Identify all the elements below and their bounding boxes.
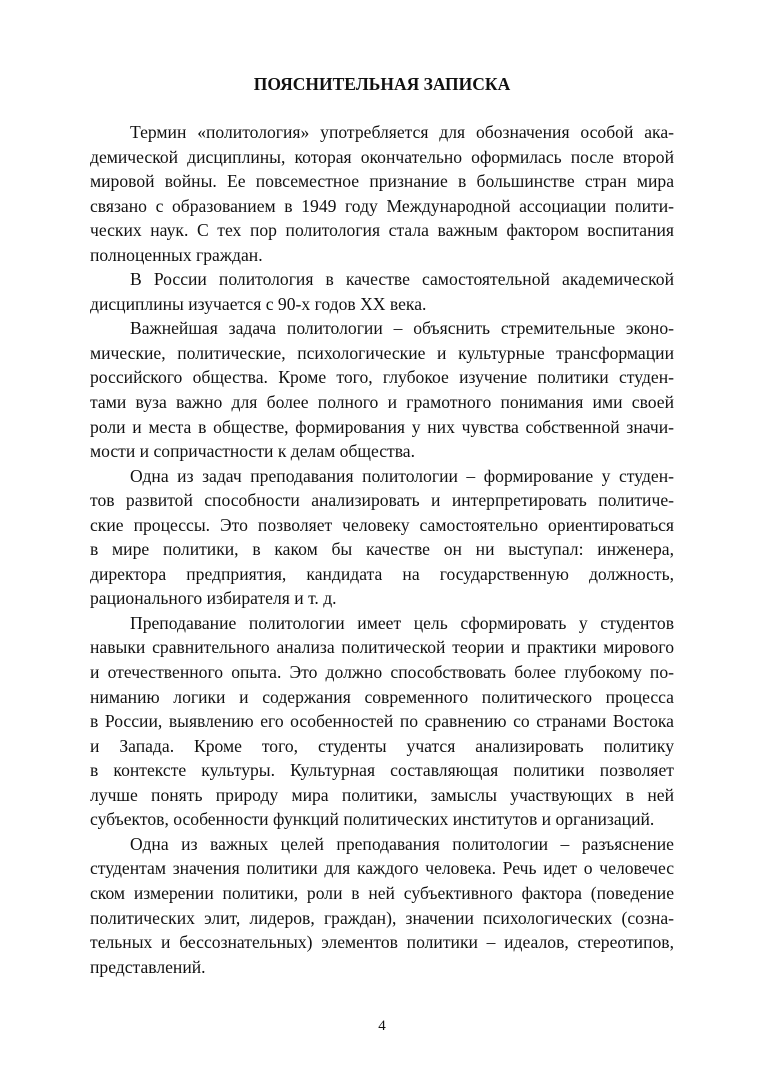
text-line: тельных и бессознательных) элементов политики – идеалов, стереотипов, <box>90 932 674 953</box>
paragraph <box>90 120 674 267</box>
page-number: 4 <box>378 1018 386 1034</box>
text-line: субъектов, особенности функций политических институтов и организаций. <box>90 809 655 830</box>
text-line: ческих наук. С тех пор политология стала важным фактором воспитания <box>90 220 674 241</box>
text-line: представлений. <box>90 956 206 977</box>
text-line: навыки сравнительного анализа политической теории и практики мирового <box>90 637 674 658</box>
text-line: в контексте культуры. Культурная составляющая политики позволяет <box>90 760 674 781</box>
text-line: российского общества. Кроме того, глубокое изучение политики студен- <box>90 367 674 388</box>
text-line: связано с образованием в 1949 году Международной ассоциации полити- <box>90 195 674 216</box>
text-line: и отечественного опыта. Это должно способствовать более глубокому по- <box>90 662 674 683</box>
text-line: тами вуза важно для более полного и грамотного понимания ими своей <box>90 392 674 413</box>
text-line: мические, политические, психологические и культурные трансформации <box>90 342 674 363</box>
text-line: демической дисциплины, которая окончательно оформилась после второй <box>90 146 674 167</box>
text-line: тов развитой способности анализировать и интерпретировать политиче- <box>90 490 674 511</box>
paragraph <box>90 832 674 979</box>
body-text <box>90 120 674 979</box>
text-line: директора предприятия, кандидата на государственную должность, <box>90 563 674 584</box>
text-line: Одна из важных целей преподавания политологии – разъяснение <box>130 833 674 854</box>
text-line: Важнейшая задача политологии – объяснить стремительные эконо- <box>130 318 674 339</box>
text-line: роли и места в обществе, формирования у них чувства собственной значи- <box>90 416 674 437</box>
text-line: дисциплины изучается с 90-х годов XX века. <box>90 293 427 314</box>
text-line: полноценных граждан. <box>90 244 263 265</box>
text-line: политических элит, лидеров, граждан), значении психологических (созна- <box>90 907 674 928</box>
text-line: рационального избирателя и т. д. <box>90 588 337 609</box>
page-title: ПОЯСНИТЕЛЬНАЯ ЗАПИСКА <box>253 74 511 94</box>
text-line: Преподавание политологии имеет цель сформировать у студентов <box>130 612 674 633</box>
text-line: В России политология в качестве самостоятельной академической <box>130 269 674 290</box>
text-line: Одна из задач преподавания политологии – формирование у студен- <box>130 465 674 486</box>
text-line: мости и сопричастности к делам общества. <box>90 441 415 462</box>
text-line: мировой войны. Ее повсеместное признание в большинстве стран мира <box>90 171 674 192</box>
paragraph <box>90 611 674 832</box>
text-line: ские процессы. Это позволяет человеку самостоятельно ориентироваться <box>90 514 674 535</box>
text-line: в России, выявлению его особенностей по сравнению со странами Востока <box>90 711 674 732</box>
text-line: студентам значения политики для каждого человека. Речь идет о человечес <box>90 858 674 879</box>
text-line: и Запада. Кроме того, студенты учатся анализировать политику <box>90 735 674 756</box>
paragraph <box>90 267 674 316</box>
text-line: лучше понять природу мира политики, замыслы участвующих в ней <box>90 784 674 805</box>
text-line: ском измерении политики, роли в ней субъективного фактора (поведение <box>90 882 674 903</box>
text-line: в мире политики, в каком бы качестве он ни выступал: инженера, <box>90 539 674 560</box>
text-line: ниманию логики и содержания современного политического процесса <box>90 686 674 707</box>
paragraph <box>90 464 674 611</box>
text-line: Термин «политология» употребляется для обозначения особой ака- <box>130 122 674 142</box>
paragraph <box>90 316 674 463</box>
